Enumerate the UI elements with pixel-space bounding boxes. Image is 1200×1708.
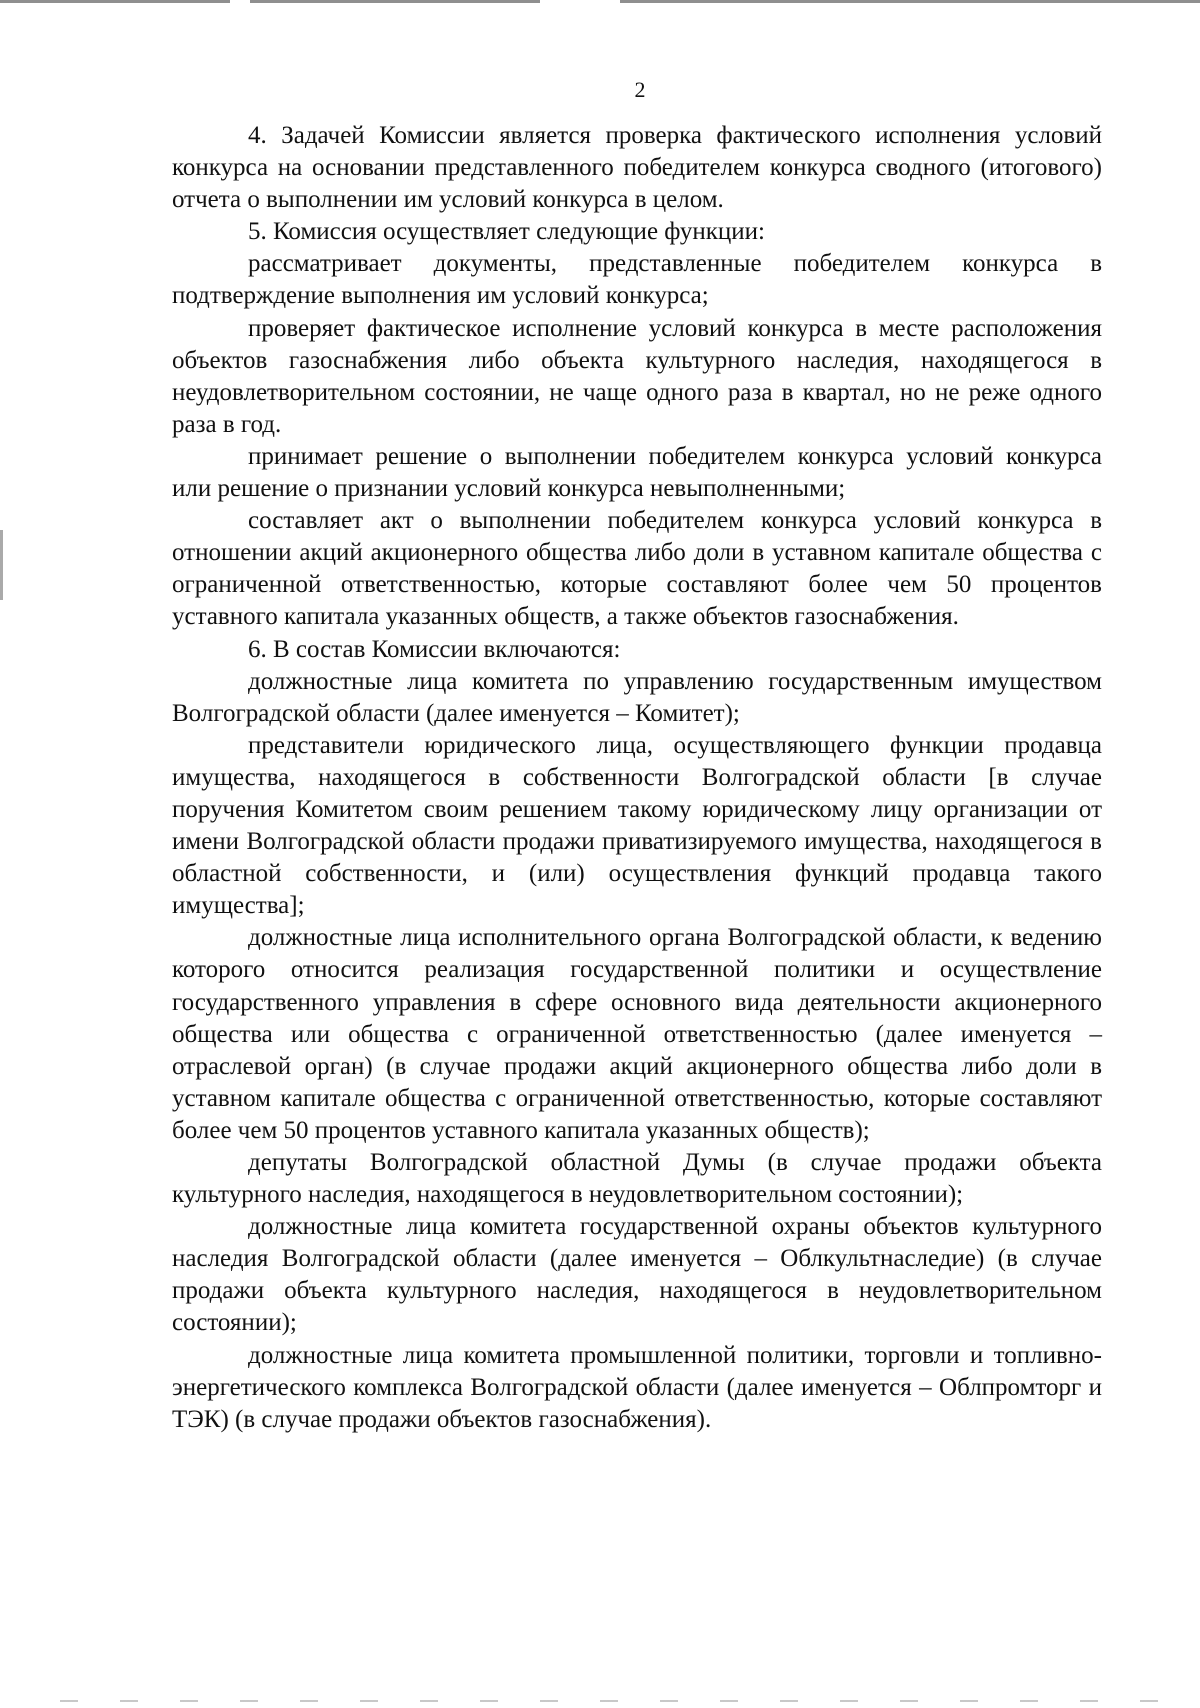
scan-edge-left [0,530,3,600]
paragraph-member-seller-representatives: представители юридического лица, осуществляющего функции продавца имущества, находящегося в собственности Волгоградской области [в случае поручения Комитетом своим решением такому юридическому лицу организации от имени Волгоградской области продажи приватизируемого имущества, находящегося в областной собственности, и (или) осуществления функций продавца такого имущества]; [172,731,1102,920]
paragraph-function-act: составляет акт о выполнении победителем конкурса условий конкурса в отношении акций акционерного общества либо доли в уставном капитале общества с ограниченной ответственностью, которые составляют более чем 50 процентов уставного капитала указанных обществ, а также объектов газоснабжения. [172,507,1102,631]
paragraph-functions-heading: 5. Комиссия осуществляет следующие функции: [248,218,765,246]
paragraph-member-duma-deputies: депутаты Волгоградской областной Думы (в случае продажи объекта культурного наследия, находящегося в неудовлетворительном состоянии); [172,1149,1102,1209]
scan-edge-bottom [60,1700,1180,1702]
scan-edge-top [0,0,1200,3]
document-body [172,120,1102,1436]
paragraph-member-committee: должностные лица комитета по управлению государственным имуществом Волгоградской области (далее именуется – Комитет); [172,667,1102,727]
paragraph-function-decision: принимает решение о выполнении победителем конкурса условий конкурса или решение о признании условий конкурса невыполненными; [172,442,1102,503]
paragraph-commission-task: 4. Задачей Комиссии является проверка фактического исполнения условий конкурса на основании представленного победителем конкурса сводного (итогового) отчета о выполнении им условий конкурса в целом. [172,122,1102,214]
paragraph-member-executive-body: должностные лица исполнительного органа Волгоградской области, к ведению которого относится реализация государственной политики и осуществление государственного управления в сфере основного вида деятельности акционерного общества или общества с ограниченной ответственностью (далее именуется – отраслевой орган) (в случае продажи акций акционерного общества либо доли в уставном капитале общества с ограниченной ответственностью, которые составляют более чем 50 процентов уставного капитала указанных обществ); [172,924,1102,1144]
paragraph-member-industry-committee: должностные лица комитета промышленной политики, торговли и топливно-энергетического комплекса Волгоградской области (далее именуется – Облпромторг и ТЭК) (в случае продажи объектов газоснабжения). [172,1341,1102,1433]
paragraph-function-verify-execution: проверяет фактическое исполнение условий конкурса в месте расположения объектов газоснабжения либо объекта культурного наследия, находящегося в неудовлетворительном состоянии, не чаще одного раза в квартал, но не реже одного раза в год. [172,314,1102,438]
paragraph-member-heritage-committee: должностные лица комитета государственной охраны объектов культурного наследия Волгоградской области (далее именуется – Облкультнаследие) (в случае продажи объекта культурного наследия, находящегося в неудовлетворительном состоянии); [172,1213,1102,1337]
paragraph-composition-heading: 6. В состав Комиссии включаются: [248,635,621,663]
paragraph-function-review-documents: рассматривает документы, представленные победителем конкурса в подтверждение выполнения им условий конкурса; [172,250,1102,310]
page-number: 2 [634,77,646,102]
